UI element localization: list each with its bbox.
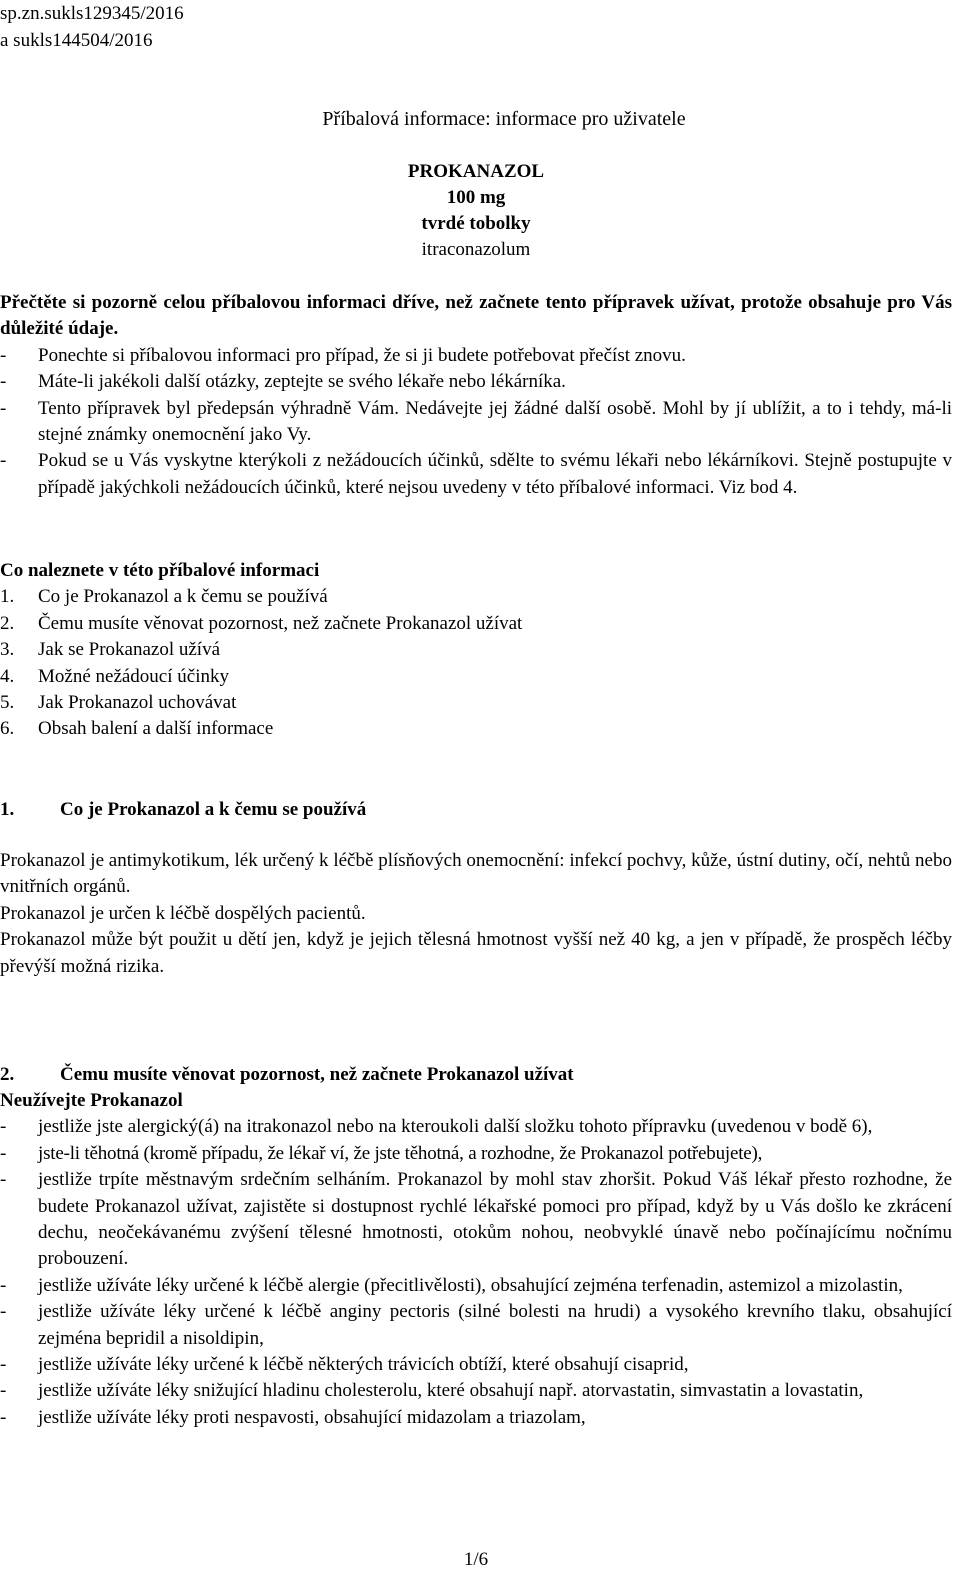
reference-line-2: a sukls144504/2016	[0, 30, 153, 51]
toc-item	[0, 637, 952, 663]
section-2-bullet-text: jestliže jste alergický(á) na itrakonazol nebo na kteroukoli další složku tohoto přípravku (uvedenou v bodě 6),	[38, 1116, 873, 1138]
page-number: 1/6	[463, 1549, 489, 1570]
toc-item-text: Obsah balení a další informace	[38, 718, 274, 740]
list-item: - jestliže jste alergický(á) na itrakonazol nebo na kteroukoli další složku tohoto přípravku (uvedenou v bodě 6),	[0, 1116, 873, 1138]
toc-item-text: Možné nežádoucí účinky	[38, 665, 229, 687]
section-2-bullet-text: jestliže užíváte léky snižující hladinu cholesterolu, které obsahují např. atorvastatin, simvastatin a lovastatin,	[38, 1380, 864, 1402]
toc-item-text: Jak Prokanazol uchovávat	[38, 692, 237, 714]
intro-bullet-text: Tento přípravek byl předepsán výhradně Vám. Nedávejte jej žádné další osobě. Mohl by jí ublížit, a to i tehdy, má-li stejné známky onemocnění jako Vy.	[38, 397, 952, 446]
toc-item-number: 2.	[0, 612, 15, 634]
list-item: - jestliže užíváte léky proti nespavosti, obsahující midazolam a triazolam,	[0, 1406, 586, 1428]
list-item: - jste-li těhotná (kromě případu, že lékař ví, že jste těhotná, a rozhodne, že Prokanazol potřebujete),	[0, 1142, 763, 1164]
toc-item	[0, 716, 952, 742]
section-2-title: Čemu musíte věnovat pozornost, než začnete Prokanazol užívat	[60, 1064, 574, 1086]
product-name: PROKANAZOL	[407, 161, 545, 182]
section-1-paragraph: Prokanazol může být použit u dětí jen, když je jejich tělesná hmotnost vyšší než 40 kg, a jen v případě, že prospěch léčby převýší možná rizika.	[0, 929, 952, 977]
section-1-paragraph: Prokanazol je určen k léčbě dospělých pacientů.	[0, 902, 366, 924]
section-1-body	[0, 848, 952, 980]
intro-section	[0, 290, 952, 501]
toc-heading: Co naleznete v této příbalové informaci	[0, 560, 320, 581]
product-form: tvrdé tobolky	[421, 213, 531, 234]
list-item: - Tento přípravek byl předepsán výhradně Vám. Nedávejte jej žádné další osobě. Mohl by jí ublížit, a to i tehdy, má-li stejné známky onemocnění jako Vy.	[0, 397, 952, 446]
toc-item	[0, 664, 952, 690]
toc-item-number: 4.	[0, 665, 15, 687]
section-2-bullet-text: jestliže užíváte léky určené k léčbě alergie (přecitlivělosti), obsahující zejména terfenadin, astemizol a mizolastin,	[38, 1274, 903, 1296]
intro-bullet-text: Máte-li jakékoli další otázky, zeptejte se svého lékaře nebo lékárníka.	[38, 371, 566, 393]
list-item: - Máte-li jakékoli další otázky, zeptejte se svého lékaře nebo lékárníka.	[0, 371, 566, 393]
list-item: - jestliže užíváte léky určené k léčbě některých trávicích obtíží, které obsahují cisaprid,	[0, 1354, 689, 1376]
toc-item-number: 6.	[0, 718, 15, 740]
section-2-subheading: Neužívejte Prokanazol	[0, 1090, 183, 1111]
intro-warning: Přečtěte si pozorně celou příbalovou informaci dříve, než začnete tento přípravek užívat, protože obsahuje pro Vás důležité údaje.	[0, 292, 952, 340]
section-2-number: 2.	[0, 1064, 15, 1086]
section-2-bullets	[0, 1114, 952, 1431]
section-2-bullet-text: jestliže trpíte městnavým srdečním selháním. Prokanazol by mohl stav zhoršit. Pokud Váš lékař přesto rozhodne, že budete Prokanazol užívat, zajistěte si dostupnost rychlé lékařské pomoci pro případ, když by u Vás došlo ke zkrácení dechu, neočekávanému zvýšení tělesné hmotnosti, otokům nohou, neobvyklé únavě nebo počínajícímu nočnímu probouzení.	[38, 1169, 952, 1270]
intro-bullet-text: Pokud se u Vás vyskytne kterýkoli z nežádoucích účinků, sdělte to svému lékaři nebo lékárníkovi. Stejně postupujte v případě jakýchkoli nežádoucích účinků, které nejsou uvedeny v této příbalové informaci. Viz bod 4.	[38, 450, 952, 498]
section-1-title: Co je Prokanazol a k čemu se používá	[60, 799, 367, 820]
list-item: - jestliže užíváte léky určené k léčbě anginy pectoris (silné bolesti na hrudi) a vysokého krevního tlaku, obsahující zejména bepridil a nisoldipin,	[0, 1301, 952, 1349]
toc-item	[0, 611, 952, 637]
section-2-bullet-text: jste-li těhotná (kromě případu, že lékař ví, že jste těhotná, a rozhodne, že Prokanazol potřebujete),	[38, 1142, 763, 1164]
intro-bullet-text: Ponechte si příbalovou informaci pro případ, že si ji budete potřebovat přečíst znovu.	[38, 344, 686, 366]
section-1-number: 1.	[0, 799, 15, 820]
list-item: - Pokud se u Vás vyskytne kterýkoli z nežádoucích účinků, sdělte to svému lékaři nebo lékárníkovi. Stejně postupujte v případě jakýchkoli nežádoucích účinků, které nejsou uvedeny v této příbalové informaci. Viz bod 4.	[0, 450, 952, 498]
toc-item-number: 1.	[0, 586, 15, 608]
document-title: Příbalová informace: informace pro uživatele	[322, 108, 686, 130]
toc-list	[0, 584, 952, 742]
section-2-bullet-text: jestliže užíváte léky určené k léčbě anginy pectoris (silné bolesti na hrudi) a vysokého krevního tlaku, obsahující zejména bepridil a nisoldipin,	[38, 1301, 952, 1349]
section-2-bullet-text: jestliže užíváte léky určené k léčbě některých trávicích obtíží, které obsahují cisaprid,	[38, 1354, 689, 1376]
product-strength: 100 mg	[446, 187, 506, 208]
toc-item-text: Co je Prokanazol a k čemu se používá	[38, 586, 328, 608]
reference-line-1: sp.zn.sukls129345/2016	[0, 3, 184, 24]
product-header	[0, 159, 952, 263]
list-item: - Ponechte si příbalovou informaci pro případ, že si ji budete potřebovat přečíst znovu.	[0, 344, 686, 366]
list-item: - jestliže trpíte městnavým srdečním selháním. Prokanazol by mohl stav zhoršit. Pokud Váš lékař přesto rozhodne, že budete Prokanazol užívat, zajistěte si dostupnost rychlé lékařské pomoci pro případ, když by u Vás došlo ke zkrácení dechu, neočekávanému zvýšení tělesné hmotnosti, otokům nohou, neobvyklé únavě nebo počínajícímu nočnímu probouzení.	[0, 1169, 952, 1270]
toc-item-number: 3.	[0, 639, 15, 661]
toc-item-text: Čemu musíte věnovat pozornost, než začnete Prokanazol užívat	[38, 612, 523, 634]
reference-number	[0, 0, 184, 54]
section-2-heading	[0, 1062, 960, 1088]
section-1-heading	[0, 797, 960, 823]
section-2-bullet-text: jestliže užíváte léky proti nespavosti, obsahující midazolam a triazolam,	[38, 1406, 586, 1428]
toc-item	[0, 690, 952, 716]
intro-bullets	[0, 343, 952, 501]
list-item: - jestliže užíváte léky snižující hladinu cholesterolu, které obsahují např. atorvastatin, simvastatin a lovastatin,	[0, 1380, 864, 1402]
toc-section	[0, 558, 952, 743]
toc-item-number: 5.	[0, 692, 15, 714]
section-2-body	[0, 1088, 952, 1431]
product-substance: itraconazolum	[421, 239, 531, 260]
toc-item-text: Jak se Prokanazol užívá	[38, 639, 221, 661]
section-1-paragraph: Prokanazol je antimykotikum, lék určený k léčbě plísňových onemocnění: infekcí pochvy, kůže, ústní dutiny, očí, nehtů nebo vnitřních orgánů.	[0, 850, 952, 898]
list-item: - jestliže užíváte léky určené k léčbě alergie (přecitlivělosti), obsahující zejména terfenadin, astemizol a mizolastin,	[0, 1274, 903, 1296]
toc-item	[0, 584, 952, 610]
